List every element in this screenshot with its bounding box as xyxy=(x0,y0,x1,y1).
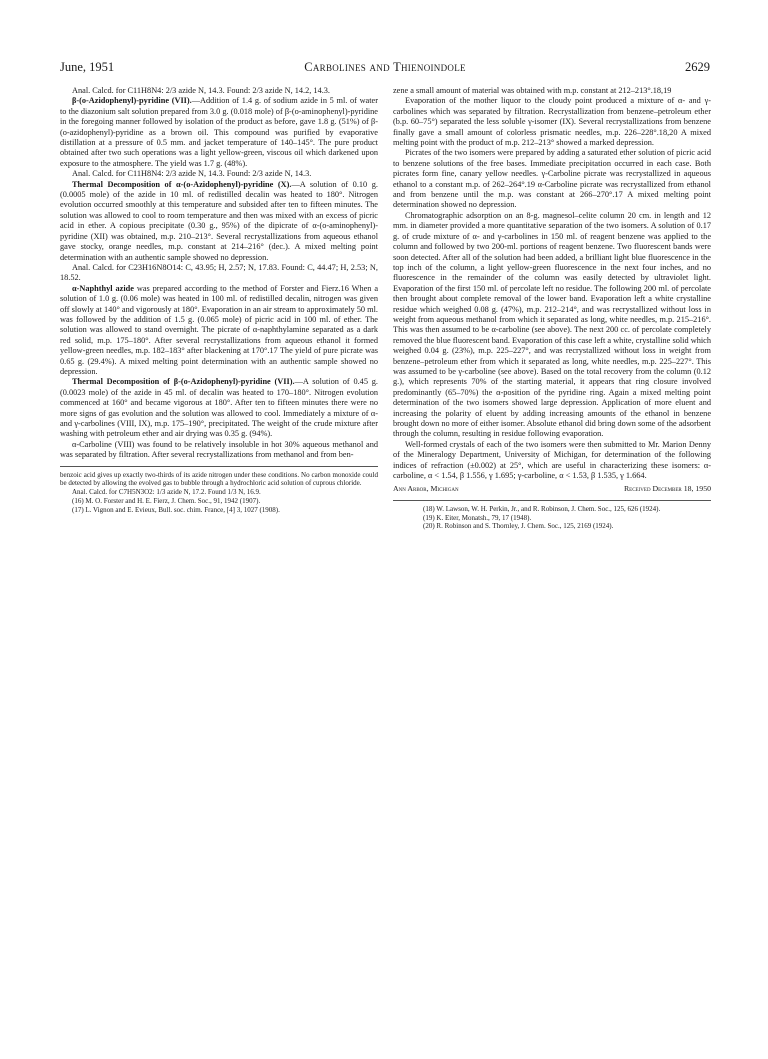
footnote-divider xyxy=(393,500,711,501)
left-column xyxy=(60,86,378,515)
experimental-paragraph xyxy=(60,96,378,169)
header-date: June, 1951 xyxy=(60,60,115,74)
paragraph-text: —A solution of 0.45 g. (0.0023 mole) of the azide in 45 ml. of decalin was heated to 170–180°. Nitrogen evolution commenced at 160° and became vigorous at 180°. After ten to fifteen minutes there were no more signs of gas evolution and the solution was allowed to cool. Immediately a mixture of α- and γ-carbolines (VIII, IX), m.p. 175–190°, precipitated. The weight of the crude mixture after washing with petroleum ether and air drying was 0.35 g. (94%). xyxy=(60,377,378,439)
affiliation: Ann Arbor, Michigan xyxy=(393,484,459,494)
analysis-paragraph: Anal. Calcd. for C11H8N4: 2/3 azide N, 14.3. Found: 2/3 azide N, 14.2, 14.3. xyxy=(72,86,331,95)
body-paragraph: α-Carboline (VIII) was found to be relatively insoluble in hot 30% aqueous methanol and was separated by filtration. After several recrystallizations from methanol and from ben- xyxy=(60,439,378,460)
footnote: (16) M. O. Forster and H. E. Fierz, J. Chem. Soc., 91, 1942 (1907). xyxy=(72,497,261,506)
body-paragraph: Well-formed crystals of each of the two isomers were then submitted to Mr. Marion Denny of the Mineralogy Department, University of Michigan, for determination of the following indices of refraction (±0.002) at 25°, which are useful in characterizing these isomers: α-carboline, α < 1.54, β 1.556, γ 1.695; γ-carboline, α < 1.53, β 1.535, γ 1.664. xyxy=(393,439,711,481)
reference: (19) K. Eiter, Monatsh., 79, 17 (1948). xyxy=(423,513,532,522)
body-paragraph: Evaporation of the mother liquor to the cloudy point produced a mixture of α- and γ-carbolines which was separated by filtration. Recrystallization from benzene–petroleum ether (b.p. 60–75°) separated the less soluble γ-isomer (IX). Several recrystallizations from benzene finally gave a small amount of colorless prismatic needles, m.p. 226–228°.18,20 A mixed melting point with the product of m.p. 212–213° showed a marked depression. xyxy=(393,96,711,148)
paragraph-text: —A solution of 0.10 g. (0.0005 mole) of the azide in 10 ml. of redistilled decalin was heated to 180°. Nitrogen evolution occurred smoothly at this temperature and subsided after ten to fifteen minutes. The solution was allowed to cool to room temperature and then was mixed with an excess of picric acid in ether. A copious precipitate (0.30 g., 95%) of the dipicrate of α-(o-aminophenyl)-pyridine (XII) was obtained, m.p. 210–213°. Several recrystallizations from aqueous ethanol gave stocky, orange needles, m.p. constant at 214–216° (dec.). A mixed melting point determination with an authentic sample showed no depression. xyxy=(60,179,378,262)
signature-line xyxy=(393,484,711,494)
paragraph-text: —Addition of 1.4 g. of sodium azide in 5 ml. of water to the diazonium salt solution prepared from 3.0 g. (0.018 mole) of β-(o-aminophenyl)-pyridine in the foregoing manner followed by isolation of the product as before, gave 1.8 g. (51%) of β-(o-azidophenyl)-pyridine as a brown oil. This compound was purified by evaporative distillation at a pressure of 0.5 mm. and jacket temperature of 140–145°. The pure product obtained after two such operations was a light yellow-green, viscous oil which darkened upon exposure to the atmosphere. The yield was 1.7 g. (48%). xyxy=(60,96,378,168)
body-paragraph: zene a small amount of material was obtained with m.p. constant at 212–213°.18,19 xyxy=(393,86,672,95)
paragraph-text: was prepared according to the method of Forster and Fierz.16 When a solution of 1.0 g. (0.06 mole) was heated in 100 ml. of redistilled decalin, nitrogen was given off slowly at 140° and vigorously at 180°. Evaporation in an air stream to approximately 50 ml. was followed by the addition of 1.5 g. (0.065 mole) of picric acid in 100 ml. of ether. The solution was allowed to stand overnight. The picrate of α-naphthylamine separated as a dark red solid, m.p. 175–180°. After several recrystallizations from aqueous ethanol it formed yellow-green needles, m.p. 182–183° after blackening at 170°.17 The yield of pure picrate was 0.65 g. (29.4%). A mixed melting point determination with an authentic sample showed no depression. xyxy=(60,283,379,376)
running-header xyxy=(60,60,710,80)
body-paragraph: Picrates of the two isomers were prepared by adding a saturated ether solution of picric acid to benzene solutions of the free bases. Immediate precipitation occurred in each case. Both picrates form fine, canary yellow needles. γ-Carboline picrate was recrystallized in aqueous ethanol to a constant m.p. of 262–264°.19 α-Carboline picrate was recrystallized from ethanol and from benzene until the m.p. was constant at 266–270°.17 A mixed melting point determination showed no depression. xyxy=(393,148,711,210)
experimental-paragraph xyxy=(60,180,378,263)
analysis-paragraph: Anal. Calcd. for C23H16N8O14: C, 43.95; H, 2.57; N, 17.83. Found: C, 44.47; H, 2.53; N, 18.52. xyxy=(60,262,378,283)
section-heading: α-Naphthyl azide xyxy=(72,283,134,293)
section-heading: Thermal Decomposition of α-(o-Azidophenyl)-pyridine (X). xyxy=(72,179,292,189)
page-number: 2629 xyxy=(685,60,710,74)
section-heading: Thermal Decomposition of β-(o-Azidophenyl)-pyridine (VII). xyxy=(72,377,295,387)
header-title: Carbolines and Thienoindole xyxy=(304,60,466,74)
reference: (20) R. Robinson and S. Thornley, J. Chem. Soc., 125, 2169 (1924). xyxy=(423,522,614,531)
experimental-paragraph xyxy=(60,377,378,439)
right-column xyxy=(393,86,711,531)
body-paragraph: Chromatographic adsorption on an 8-g. magnesol–celite column 20 cm. in length and 12 mm. in diameter provided a more quantitative separation of the two isomers. A solution of 0.17 g. of crude mixture of α- and γ-carbolines in 150 ml. of reagent benzene was applied to the column and followed by two 200-ml. portions of reagent benzene. Two fluorescent bands were soon detected. After all of the solution had been added, a brilliant light blue fluorescence in the top inch of the column, a light yellow-green fluorescence in the next four inches, and no fluorescence in the remainder of the column was easily detected by ultraviolet light. Evaporation of the first 150 ml. of percolate left no residue. The following 200 ml. of percolate then brought about complete removal of the lower band. Evaporation left a white crystalline residue which weighed 0.08 g. (47%), m.p. 212–214°, and was recrystallized without loss in weight from aqueous methanol from which it separated as long, white needles, m.p. 215–216°. This was then assumed to be α-carboline (see above). The next 200 cc. of percolate completely removed the blue fluorescent band. Evaporation of this case left a white, crystalline solid which weighed 0.04 g. (23%), m.p. 225–227°, and was recrystallized without loss in weight from benzene–petroleum ether from which it separated as long, white needles, m.p. 225–227°. This was assumed to be γ-carboline (see above). Based on the total recovery from the column (0.12 g.), which represents 70% of the starting material, it appears that ring closure involved predominantly (65–70%) the α-position of the pyridine ring. Again a mixed melting point determination of the two isomers showed large depression. Application of more eluent and increasing the polarity of eluent by adding increasing amounts of the ethanol in benzene brought down no more of either isomer. Absolute ethanol did bring down some of the adsorbent through the column, resulting in residue following evaporation. xyxy=(393,210,711,439)
section-heading: β-(o-Azidophenyl)-pyridine (VII). xyxy=(72,96,192,106)
footnote: Anal. Calcd. for C7H5N3O2: 1/3 azide N, 17.2. Found 1/3 N, 16.9. xyxy=(72,488,261,497)
received-date: Received December 18, 1950 xyxy=(623,484,711,494)
experimental-paragraph xyxy=(60,284,378,378)
footnote-divider xyxy=(60,466,378,467)
analysis-paragraph: Anal. Calcd. for C11H8N4: 2/3 azide N, 14.3. Found: 2/3 azide N, 14.3. xyxy=(72,169,312,179)
footnote: benzoic acid gives up exactly two-thirds of its azide nitrogen under these conditions. No carbon monoxide could be detected by allowing the evolved gas to bubble through a hydrochloric acid solution of cuprous chloride. xyxy=(60,470,378,488)
footnote: (17) L. Vignon and E. Evieux, Bull. soc. chim. France, [4] 3, 1027 (1908). xyxy=(72,505,280,514)
reference: (18) W. Lawson, W. H. Perkin, Jr., and R. Robinson, J. Chem. Soc., 125, 626 (1924). xyxy=(423,504,661,513)
